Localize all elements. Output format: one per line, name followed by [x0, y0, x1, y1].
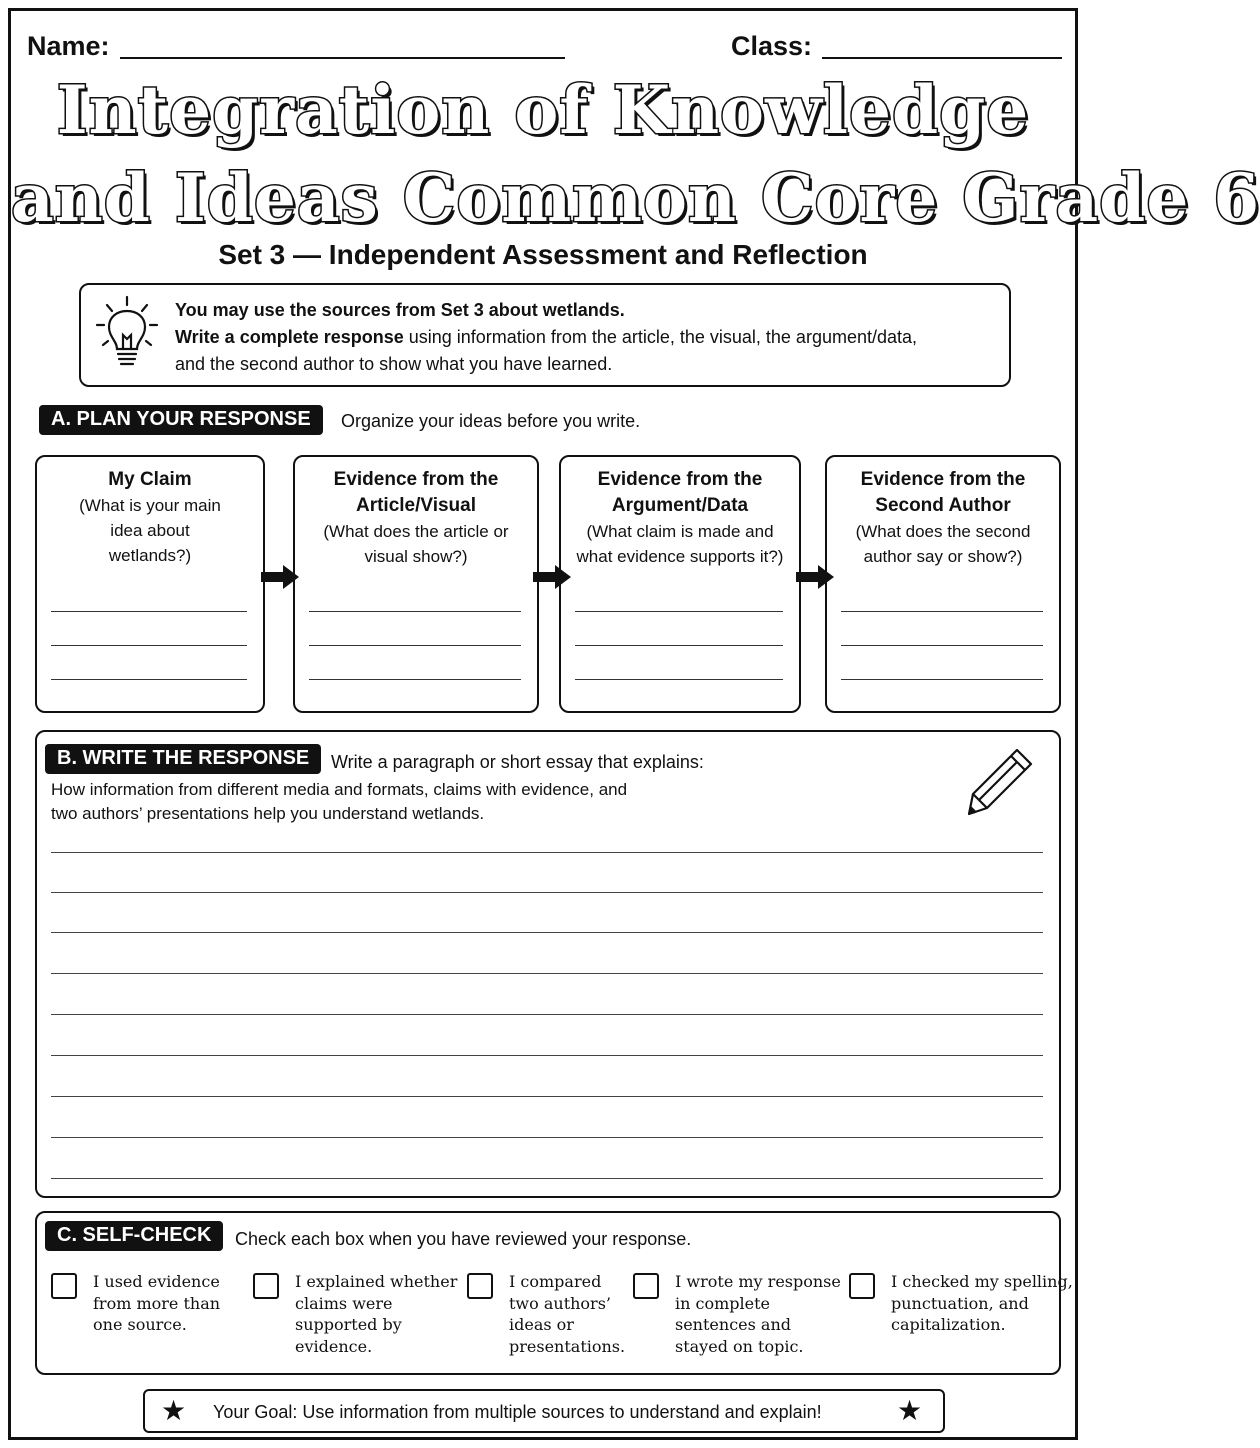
- check-text-line: capitalization.: [891, 1315, 1006, 1334]
- title-line-1: Integration of Knowledge: [56, 71, 1030, 149]
- section-a-note: Organize your ideas before you write.: [341, 411, 641, 431]
- writing-line[interactable]: [51, 973, 1043, 974]
- writing-line[interactable]: [51, 1014, 1043, 1015]
- writing-line[interactable]: [51, 1055, 1043, 1056]
- name-field[interactable]: [27, 31, 565, 62]
- check-text-line: I explained whether: [295, 1272, 458, 1291]
- section-b-prompt-line-2: two authors’ presentations help you understand wetlands.: [51, 804, 485, 823]
- class-blank-line[interactable]: [822, 57, 1062, 59]
- section-b-prompt-line-1: How information from different media and formats, claims with evidence, and: [51, 780, 628, 799]
- section-b-label: B. WRITE THE RESPONSE: [45, 744, 321, 774]
- class-label: Class:: [731, 31, 813, 61]
- write-response-box[interactable]: [35, 730, 1061, 1198]
- checkbox-icon[interactable]: [253, 1273, 279, 1299]
- answer-line[interactable]: [309, 679, 521, 680]
- plan-box-article-visual[interactable]: [293, 455, 539, 713]
- check-text-line: supported by: [295, 1315, 402, 1334]
- plan-box-prompt: (What does the article or visual show?): [323, 522, 509, 566]
- self-check-box: [35, 1211, 1073, 1375]
- instructions-line-2: using information from the article, the visual, the argument/data,: [403, 327, 918, 347]
- plan-box-heading: Evidence from the Argument/Data: [597, 469, 763, 516]
- answer-line[interactable]: [309, 645, 521, 646]
- writing-line[interactable]: [51, 932, 1043, 933]
- writing-line[interactable]: [51, 1096, 1043, 1097]
- check-text-line: I checked my spelling,: [891, 1272, 1073, 1291]
- check-text-line: ideas or: [509, 1315, 574, 1334]
- check-text-line: two authors’: [509, 1293, 611, 1313]
- check-text-line: from more than: [93, 1293, 221, 1313]
- answer-line[interactable]: [841, 645, 1043, 646]
- section-c-note: Check each box when you have reviewed your response.: [235, 1229, 692, 1249]
- plan-box-prompt: (What does the second author say or show?): [855, 522, 1031, 566]
- writing-line[interactable]: [51, 852, 1043, 853]
- plan-box-second-author[interactable]: [825, 455, 1061, 713]
- instructions-box: [79, 283, 1011, 387]
- check-text-line: presentations.: [509, 1336, 626, 1356]
- checkbox-icon[interactable]: [633, 1273, 659, 1299]
- writing-line[interactable]: [51, 1178, 1043, 1179]
- star-icon: ★: [897, 1395, 923, 1426]
- star-icon: ★: [161, 1395, 187, 1426]
- section-b-note: Write a paragraph or short essay that explains:: [331, 752, 704, 772]
- check-text-line: claims were: [295, 1293, 393, 1313]
- section-c-label: C. SELF-CHECK: [45, 1221, 223, 1251]
- check-text-line: punctuation, and: [891, 1293, 1029, 1313]
- name-label: Name:: [27, 31, 110, 61]
- plan-box-heading: My Claim: [108, 469, 192, 490]
- answer-line[interactable]: [575, 645, 783, 646]
- instructions-line-1: You may use the sources from Set 3 about wetlands.: [175, 300, 625, 320]
- answer-line[interactable]: [51, 679, 247, 680]
- plan-box-heading: Evidence from the Second Author: [860, 469, 1026, 516]
- worksheet-page: [8, 8, 1260, 1440]
- check-text-line: I wrote my response: [675, 1272, 841, 1291]
- answer-line[interactable]: [51, 645, 247, 646]
- plan-box-argument-data[interactable]: [559, 455, 801, 713]
- check-text-line: sentences and: [675, 1315, 791, 1334]
- check-text-line: one source.: [93, 1315, 187, 1334]
- goal-banner: [143, 1389, 945, 1433]
- check-text-line: in complete: [675, 1293, 770, 1313]
- answer-line[interactable]: [841, 679, 1043, 680]
- checkbox-icon[interactable]: [467, 1273, 493, 1299]
- answer-line[interactable]: [841, 611, 1043, 612]
- plan-box-prompt: (What is your main idea about wetlands?): [79, 496, 221, 565]
- check-text-line: I used evidence: [93, 1272, 220, 1291]
- pencil-icon: [965, 744, 1037, 820]
- lightbulb-icon: [93, 293, 161, 373]
- check-text-line: evidence.: [295, 1336, 373, 1356]
- section-a-label: A. PLAN YOUR RESPONSE: [39, 405, 323, 435]
- name-blank-line[interactable]: [120, 57, 565, 59]
- answer-line[interactable]: [51, 611, 247, 612]
- checkbox-icon[interactable]: [51, 1273, 77, 1299]
- check-text-line: stayed on topic.: [675, 1336, 804, 1356]
- title-line-2: and Ideas Common Core Grade 6: [11, 159, 1260, 237]
- answer-line[interactable]: [309, 611, 521, 612]
- check-text-line: I compared: [509, 1272, 602, 1291]
- plan-box-claim[interactable]: [35, 455, 265, 713]
- answer-line[interactable]: [575, 679, 783, 680]
- plan-box-heading: Evidence from the Article/Visual: [333, 469, 499, 516]
- checkbox-icon[interactable]: [849, 1273, 875, 1299]
- plan-box-prompt: (What claim is made and what evidence supports it?): [576, 522, 784, 566]
- class-field[interactable]: [731, 31, 1062, 62]
- instructions-line-2-bold: Write a complete response: [175, 327, 404, 347]
- writing-line[interactable]: [51, 892, 1043, 893]
- page-subtitle: Set 3 — Independent Assessment and Reflection: [218, 239, 868, 270]
- goal-text: Your Goal: Use information from multiple sources to understand and explain!: [213, 1402, 822, 1422]
- instructions-line-3: and the second author to show what you have learned.: [175, 354, 613, 374]
- section-b-prompt: [51, 778, 627, 826]
- answer-line[interactable]: [575, 611, 783, 612]
- writing-line[interactable]: [51, 1137, 1043, 1138]
